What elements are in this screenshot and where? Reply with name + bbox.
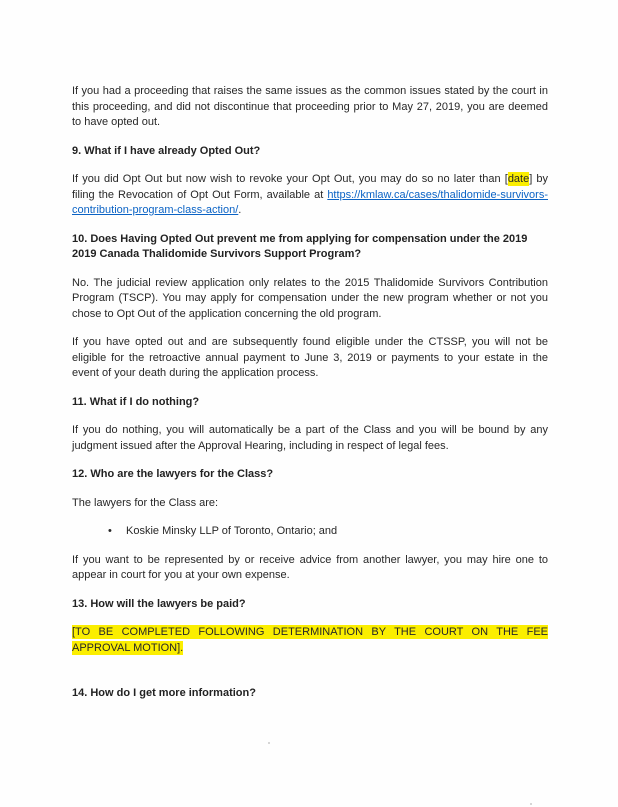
paragraph-q11-do-nothing: If you do nothing, you will automatically be a part of the Class and you will be bound by any judgment issued after the Approval Hearing, including in respect of legal fees. (72, 424, 548, 452)
q9-text-after-date: ] by filing the Revocation of Opt Out Form, available at (72, 173, 548, 201)
list-item-lawyers-text: Koskie Minsky LLP of Toronto, Ontario; and (126, 525, 338, 537)
q9-text-before-date: If you did Opt Out but now wish to revoke your Opt Out, you may do so no later than [ (72, 173, 508, 185)
heading-q10: 10. Does Having Opted Out prevent me from applying for compensation under the 2019 2019 Canada Thalidomide Survivors Support Program? (72, 232, 528, 260)
heading-q14: 14. How do I get more information? (72, 687, 256, 699)
paragraph-deemed-opted-out: If you had a proceeding that raises the same issues as the common issues stated by the court in this proceeding, and did not discontinue that proceeding prior to May 27, 2019, you are deemed to have opted out. (72, 85, 548, 128)
q9-sentence-period: . (238, 204, 242, 216)
paragraph-q12-intro: The lawyers for the Class are: (72, 496, 219, 509)
paragraph-q12-other-lawyer: If you want to be represented by or receive advice from another lawyer, you may hire one to appear in court for you at your own expense. (72, 553, 548, 581)
date-placeholder-highlight: date (507, 173, 530, 185)
bullet-icon: • (108, 525, 112, 537)
paragraph-q10-tscp: No. The judicial review application only relates to the 2015 Thalidomide Survivors Contribution Program (TSCP). You may apply for compensation under the new program whether or not you chose to Opt Out of the application concerning the old program. (72, 276, 548, 320)
heading-q12: 12. Who are the lawyers for the Class? (72, 468, 274, 480)
fee-approval-highlight: [TO BE COMPLETED FOLLOWING DETERMINATION BY THE COURT ON THE FEE APPROVAL MOTION]. (72, 626, 548, 654)
heading-q13: 13. How will the lawyers be paid? (72, 597, 246, 610)
paragraph-q13-placeholder (72, 625, 548, 656)
paragraph-q9-revocation (72, 172, 548, 219)
heading-q9: 9. What if I have already Opted Out? (72, 144, 261, 157)
paragraph-q10-ctssp: If you have opted out and are subsequently found eligible under the CTSSP, you will not be eligible for the retroactive annual payment to June 3, 2019 or payments to your estate in the event of your death during the application process. (72, 336, 548, 379)
scan-speck (268, 742, 270, 744)
kmlaw-case-link[interactable]: https://kmlaw.ca/cases/thalidomide-survivors-contribution-program-class-action/ (72, 188, 548, 216)
heading-q11: 11. What if I do nothing? (72, 395, 200, 408)
list-item-lawyers (72, 524, 548, 540)
scan-speck (530, 803, 532, 805)
